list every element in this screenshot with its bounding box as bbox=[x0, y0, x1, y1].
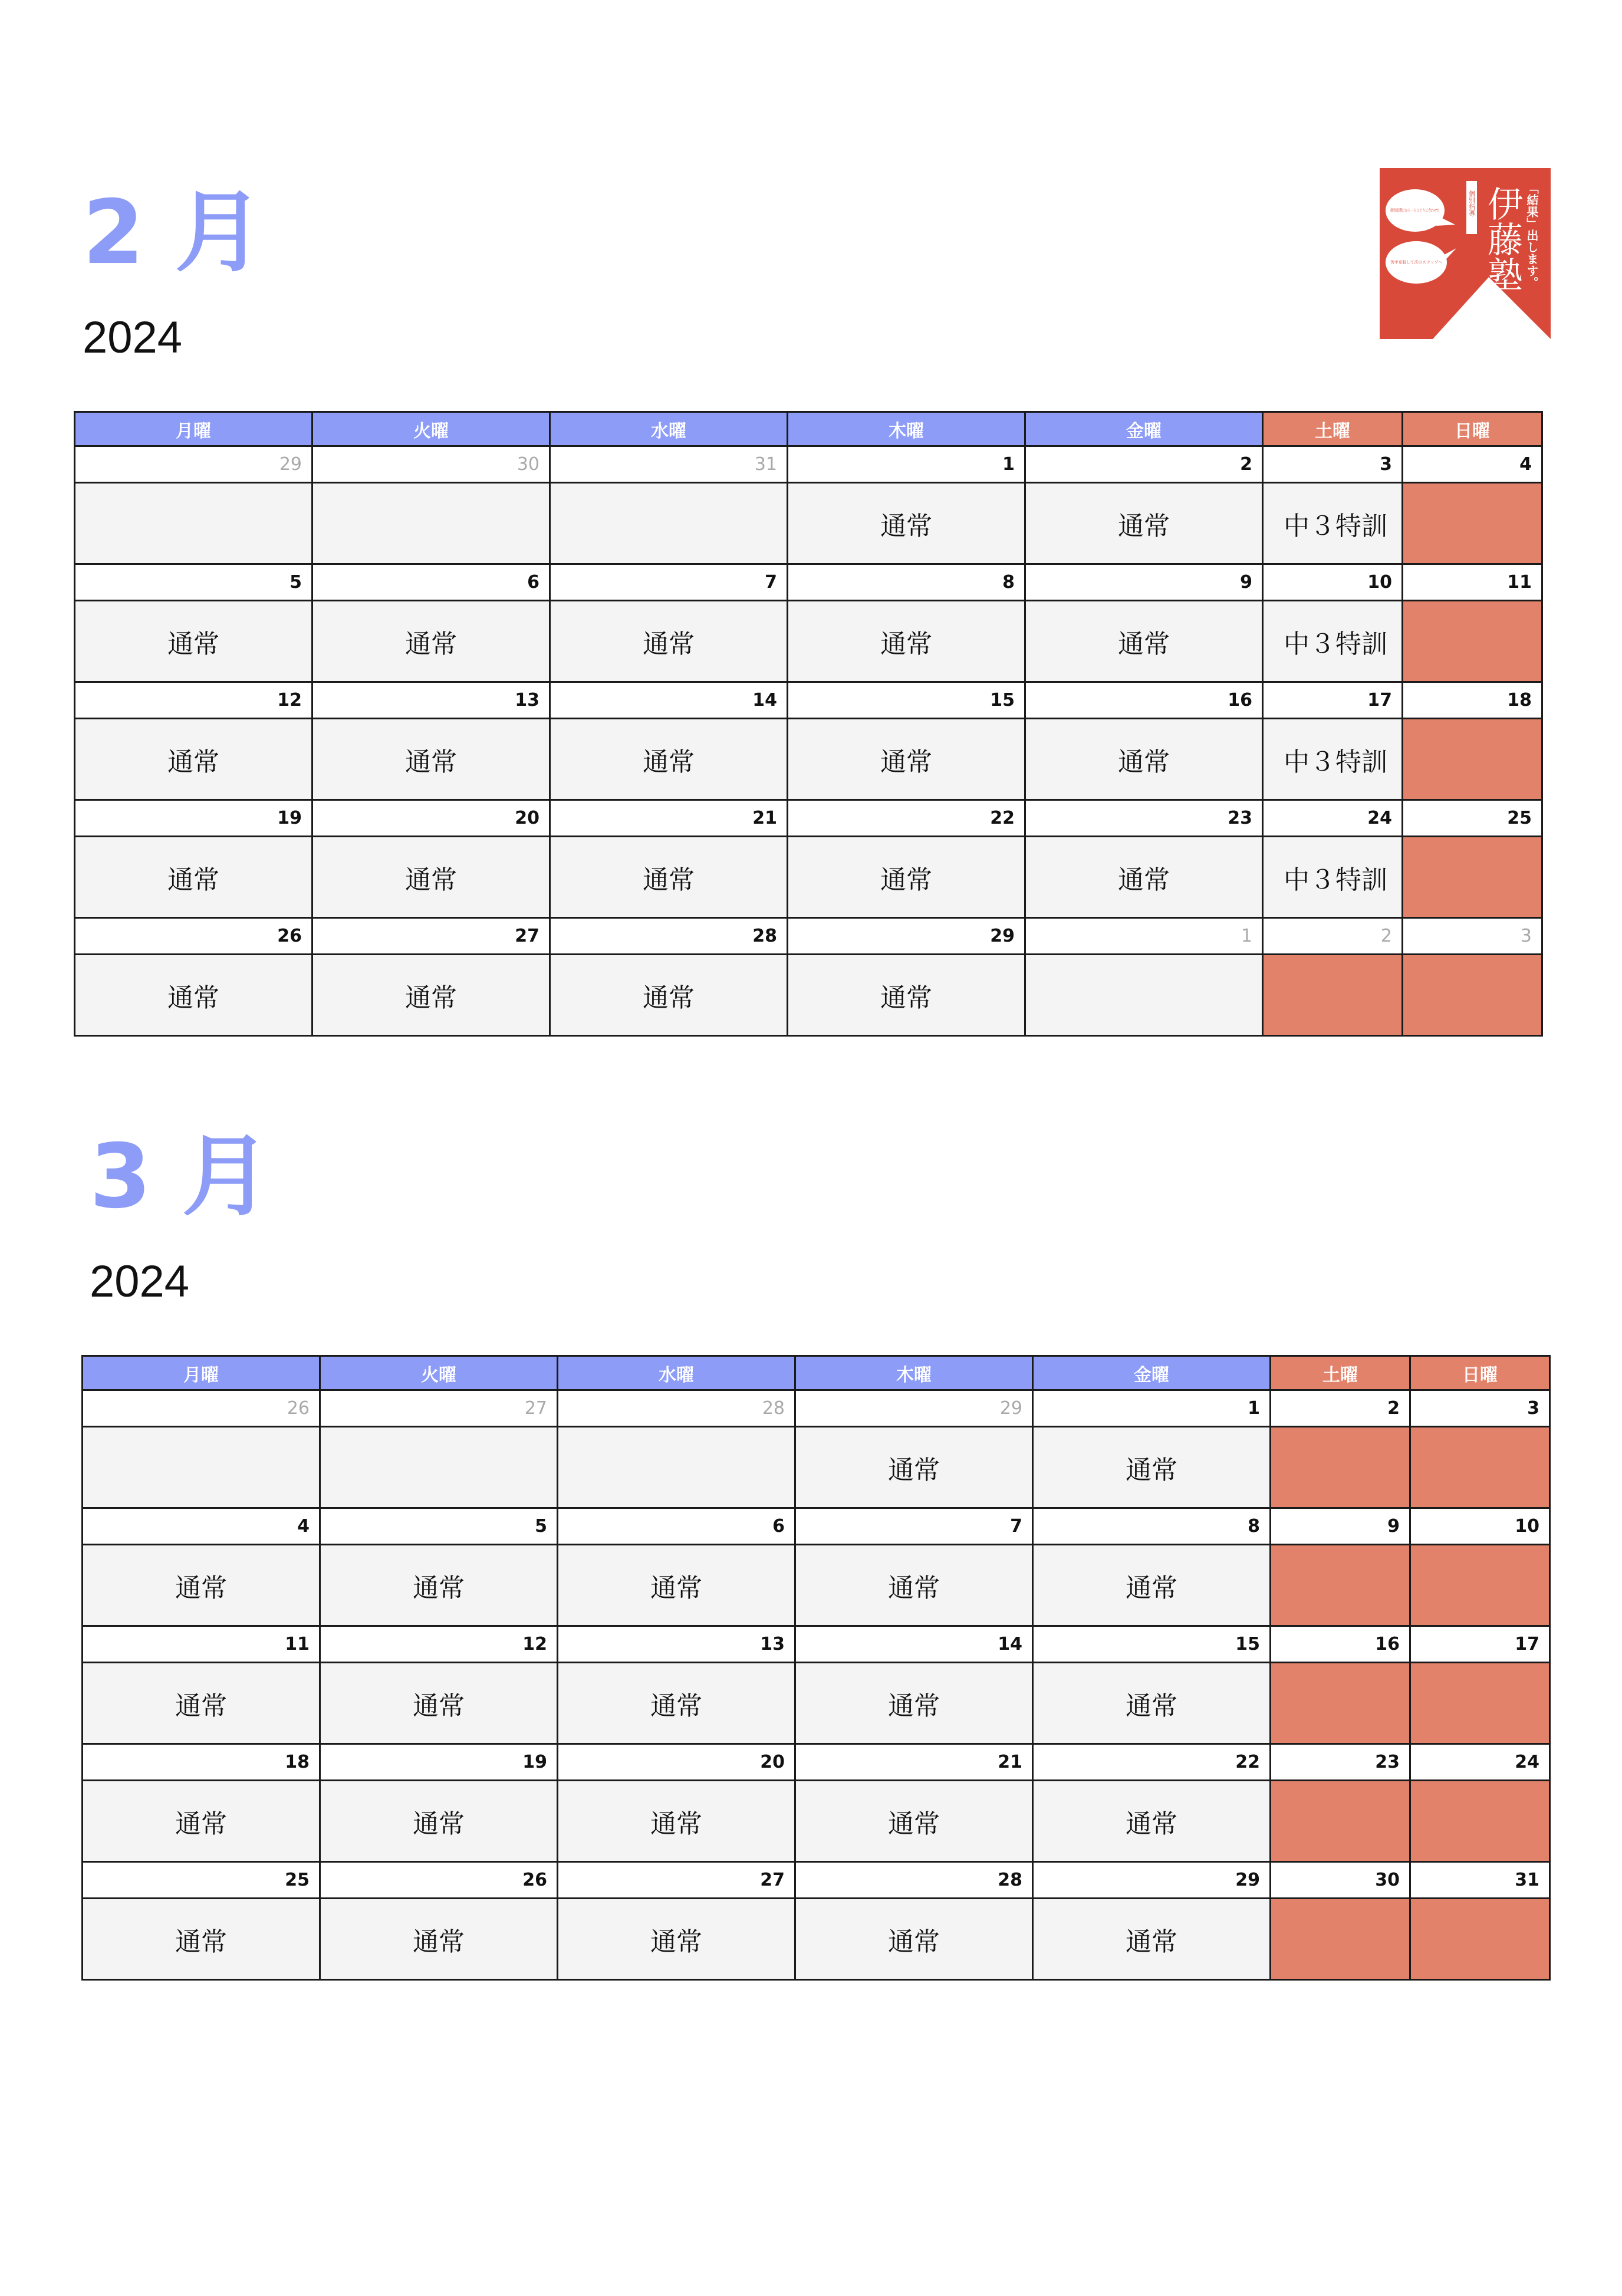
day-event-cell: 通常 bbox=[1033, 1781, 1271, 1862]
adjacent-month-date-number: 29 bbox=[75, 446, 312, 483]
date-number: 9 bbox=[1271, 1508, 1410, 1545]
date-number: 4 bbox=[1403, 446, 1542, 483]
date-number: 23 bbox=[1271, 1744, 1410, 1781]
day-event-cell: 通常 bbox=[1025, 483, 1263, 564]
date-number: 17 bbox=[1410, 1626, 1550, 1663]
day-event-cell: 通常 bbox=[320, 1663, 558, 1744]
day-event-cell: 通常 bbox=[320, 1545, 558, 1626]
date-number: 2 bbox=[1025, 446, 1263, 483]
day-event-cell: 中３特訓 bbox=[1263, 719, 1403, 800]
date-number: 22 bbox=[788, 800, 1025, 837]
day-event-cell: 通常 bbox=[795, 1899, 1033, 1980]
date-number: 11 bbox=[1403, 564, 1542, 601]
date-number: 6 bbox=[558, 1508, 795, 1545]
date-number: 21 bbox=[550, 800, 788, 837]
date-number: 7 bbox=[550, 564, 788, 601]
day-event-cell: 通常 bbox=[550, 601, 788, 682]
weekday-header: 水曜 bbox=[550, 412, 788, 446]
date-number: 25 bbox=[1403, 800, 1542, 837]
day-event-cell: 通常 bbox=[1025, 719, 1263, 800]
day-event-cell: 通常 bbox=[1025, 601, 1263, 682]
date-number: 23 bbox=[1025, 800, 1263, 837]
date-number: 8 bbox=[1033, 1508, 1271, 1545]
day-event-cell: 通常 bbox=[83, 1545, 320, 1626]
date-number: 3 bbox=[1410, 1390, 1550, 1427]
weekday-header: 土曜 bbox=[1271, 1356, 1410, 1390]
closed-day-cell bbox=[1271, 1663, 1410, 1744]
date-number: 29 bbox=[788, 918, 1025, 955]
day-event-cell: 通常 bbox=[312, 955, 550, 1036]
date-number: 2 bbox=[1271, 1390, 1410, 1427]
day-event-cell: 通常 bbox=[1033, 1663, 1271, 1744]
date-number: 9 bbox=[1025, 564, 1263, 601]
closed-day-cell bbox=[1410, 1427, 1550, 1508]
date-number: 14 bbox=[550, 682, 788, 719]
day-event-cell: 通常 bbox=[788, 483, 1025, 564]
weekday-header: 日曜 bbox=[1403, 412, 1542, 446]
date-number: 31 bbox=[1410, 1862, 1550, 1899]
date-number: 20 bbox=[312, 800, 550, 837]
date-number: 25 bbox=[83, 1862, 320, 1899]
date-number-row bbox=[83, 1862, 1550, 1899]
weekday-header: 火曜 bbox=[320, 1356, 558, 1390]
date-number: 8 bbox=[788, 564, 1025, 601]
event-row bbox=[83, 1427, 1550, 1508]
logo-name: 伊藤塾 bbox=[1482, 186, 1523, 292]
date-number: 10 bbox=[1263, 564, 1403, 601]
date-number-row bbox=[83, 1508, 1550, 1545]
date-number-row bbox=[75, 682, 1542, 719]
date-number: 20 bbox=[558, 1744, 795, 1781]
date-number: 13 bbox=[558, 1626, 795, 1663]
day-event-cell: 通常 bbox=[558, 1663, 795, 1744]
day-event-cell bbox=[550, 483, 788, 564]
day-event-cell: 中３特訓 bbox=[1263, 601, 1403, 682]
day-event-cell: 通常 bbox=[312, 719, 550, 800]
weekday-header: 火曜 bbox=[312, 412, 550, 446]
adjacent-month-date-number: 28 bbox=[558, 1390, 795, 1427]
day-event-cell bbox=[1025, 955, 1263, 1036]
day-event-cell: 通常 bbox=[1033, 1899, 1271, 1980]
month-title-february: 2 月 bbox=[83, 182, 264, 284]
event-row bbox=[83, 1663, 1550, 1744]
date-number: 28 bbox=[550, 918, 788, 955]
calendar-march bbox=[81, 1355, 1551, 1981]
adjacent-month-date-number: 1 bbox=[1025, 918, 1263, 955]
date-number: 7 bbox=[795, 1508, 1033, 1545]
date-number: 19 bbox=[320, 1744, 558, 1781]
day-event-cell: 通常 bbox=[83, 1899, 320, 1980]
weekday-header: 金曜 bbox=[1025, 412, 1263, 446]
date-number: 18 bbox=[83, 1744, 320, 1781]
day-event-cell: 通常 bbox=[75, 955, 312, 1036]
day-event-cell bbox=[320, 1427, 558, 1508]
day-event-cell bbox=[83, 1427, 320, 1508]
date-number: 27 bbox=[312, 918, 550, 955]
day-event-cell: 通常 bbox=[75, 837, 312, 918]
date-number: 12 bbox=[320, 1626, 558, 1663]
date-number: 10 bbox=[1410, 1508, 1550, 1545]
event-row bbox=[83, 1781, 1550, 1862]
date-number: 1 bbox=[788, 446, 1025, 483]
adjacent-month-date-number: 27 bbox=[320, 1390, 558, 1427]
weekday-header: 水曜 bbox=[558, 1356, 795, 1390]
date-number: 30 bbox=[1271, 1862, 1410, 1899]
closed-day-cell bbox=[1403, 483, 1542, 564]
event-row bbox=[83, 1899, 1550, 1980]
date-number: 16 bbox=[1271, 1626, 1410, 1663]
day-event-cell: 通常 bbox=[558, 1545, 795, 1626]
month-year-march: 2024 bbox=[90, 1256, 190, 1307]
weekday-header: 月曜 bbox=[83, 1356, 320, 1390]
date-number: 15 bbox=[788, 682, 1025, 719]
closed-day-cell bbox=[1410, 1663, 1550, 1744]
day-event-cell: 通常 bbox=[795, 1545, 1033, 1626]
weekday-header-row bbox=[83, 1356, 1550, 1390]
closed-day-cell bbox=[1410, 1781, 1550, 1862]
closed-day-cell bbox=[1403, 955, 1542, 1036]
adjacent-month-date-number: 30 bbox=[312, 446, 550, 483]
weekday-header: 土曜 bbox=[1263, 412, 1403, 446]
event-row bbox=[75, 483, 1542, 564]
date-number-row bbox=[83, 1390, 1550, 1427]
closed-day-cell bbox=[1263, 955, 1403, 1036]
day-event-cell: 通常 bbox=[788, 837, 1025, 918]
date-number-row bbox=[83, 1744, 1550, 1781]
date-number-row bbox=[83, 1626, 1550, 1663]
month-year-february: 2024 bbox=[83, 313, 183, 363]
closed-day-cell bbox=[1410, 1899, 1550, 1980]
event-row bbox=[75, 955, 1542, 1036]
closed-day-cell bbox=[1403, 719, 1542, 800]
date-number-row bbox=[75, 564, 1542, 601]
closed-day-cell bbox=[1403, 601, 1542, 682]
day-event-cell: 通常 bbox=[788, 719, 1025, 800]
day-event-cell: 通常 bbox=[320, 1781, 558, 1862]
date-number: 24 bbox=[1263, 800, 1403, 837]
date-number: 26 bbox=[75, 918, 312, 955]
day-event-cell: 通常 bbox=[75, 719, 312, 800]
day-event-cell: 通常 bbox=[83, 1663, 320, 1744]
closed-day-cell bbox=[1271, 1781, 1410, 1862]
closed-day-cell bbox=[1410, 1545, 1550, 1626]
day-event-cell bbox=[75, 483, 312, 564]
day-event-cell: 通常 bbox=[795, 1781, 1033, 1862]
closed-day-cell bbox=[1271, 1899, 1410, 1980]
date-number: 4 bbox=[83, 1508, 320, 1545]
day-event-cell bbox=[558, 1427, 795, 1508]
date-number: 29 bbox=[1033, 1862, 1271, 1899]
adjacent-month-date-number: 29 bbox=[795, 1390, 1033, 1427]
date-number: 13 bbox=[312, 682, 550, 719]
date-number-row bbox=[75, 800, 1542, 837]
date-number: 12 bbox=[75, 682, 312, 719]
logo-speech-bubble-bottom-text: 苦手克服して次のステップへ bbox=[1390, 260, 1444, 265]
day-event-cell: 通常 bbox=[795, 1427, 1033, 1508]
day-event-cell: 通常 bbox=[83, 1781, 320, 1862]
date-number: 15 bbox=[1033, 1626, 1271, 1663]
day-event-cell: 通常 bbox=[550, 837, 788, 918]
adjacent-month-date-number: 2 bbox=[1263, 918, 1403, 955]
date-number: 5 bbox=[75, 564, 312, 601]
date-number: 21 bbox=[795, 1744, 1033, 1781]
event-row bbox=[75, 719, 1542, 800]
event-row bbox=[75, 837, 1542, 918]
day-event-cell: 通常 bbox=[550, 955, 788, 1036]
weekday-header: 金曜 bbox=[1033, 1356, 1271, 1390]
date-number: 1 bbox=[1033, 1390, 1271, 1427]
adjacent-month-date-number: 3 bbox=[1403, 918, 1542, 955]
day-event-cell: 通常 bbox=[75, 601, 312, 682]
calendar-february bbox=[74, 411, 1543, 1037]
day-event-cell: 通常 bbox=[1033, 1545, 1271, 1626]
closed-day-cell bbox=[1271, 1427, 1410, 1508]
date-number: 11 bbox=[83, 1626, 320, 1663]
date-number: 18 bbox=[1403, 682, 1542, 719]
weekday-header: 木曜 bbox=[788, 412, 1025, 446]
date-number: 5 bbox=[320, 1508, 558, 1545]
day-event-cell bbox=[312, 483, 550, 564]
day-event-cell: 中３特訓 bbox=[1263, 483, 1403, 564]
day-event-cell: 中３特訓 bbox=[1263, 837, 1403, 918]
day-event-cell: 通常 bbox=[320, 1899, 558, 1980]
date-number: 26 bbox=[320, 1862, 558, 1899]
weekday-header: 木曜 bbox=[795, 1356, 1033, 1390]
ito-juku-logo bbox=[1380, 168, 1551, 339]
day-event-cell: 通常 bbox=[788, 955, 1025, 1036]
date-number: 19 bbox=[75, 800, 312, 837]
day-event-cell: 通常 bbox=[1025, 837, 1263, 918]
weekday-header-row bbox=[75, 412, 1542, 446]
date-number: 6 bbox=[312, 564, 550, 601]
date-number: 14 bbox=[795, 1626, 1033, 1663]
closed-day-cell bbox=[1403, 837, 1542, 918]
logo-tagline: 「結果」出します。 bbox=[1525, 182, 1539, 288]
month-title-march: 3 月 bbox=[90, 1126, 271, 1228]
day-event-cell: 通常 bbox=[312, 837, 550, 918]
event-row bbox=[75, 601, 1542, 682]
adjacent-month-date-number: 31 bbox=[550, 446, 788, 483]
weekday-header: 日曜 bbox=[1410, 1356, 1550, 1390]
logo-badge-text: 個別指導 bbox=[1468, 190, 1476, 216]
closed-day-cell bbox=[1271, 1545, 1410, 1626]
date-number-row bbox=[75, 446, 1542, 483]
day-event-cell: 通常 bbox=[795, 1663, 1033, 1744]
day-event-cell: 通常 bbox=[558, 1781, 795, 1862]
day-event-cell: 通常 bbox=[550, 719, 788, 800]
adjacent-month-date-number: 26 bbox=[83, 1390, 320, 1427]
date-number: 16 bbox=[1025, 682, 1263, 719]
day-event-cell: 通常 bbox=[1033, 1427, 1271, 1508]
date-number: 28 bbox=[795, 1862, 1033, 1899]
date-number: 27 bbox=[558, 1862, 795, 1899]
event-row bbox=[83, 1545, 1550, 1626]
date-number-row bbox=[75, 918, 1542, 955]
date-number: 24 bbox=[1410, 1744, 1550, 1781]
day-event-cell: 通常 bbox=[312, 601, 550, 682]
logo-speech-bubble-top-text: 個別指導だから一人ひとりに合わせた bbox=[1390, 208, 1460, 213]
date-number: 3 bbox=[1263, 446, 1403, 483]
date-number: 22 bbox=[1033, 1744, 1271, 1781]
day-event-cell: 通常 bbox=[558, 1899, 795, 1980]
day-event-cell: 通常 bbox=[788, 601, 1025, 682]
date-number: 17 bbox=[1263, 682, 1403, 719]
weekday-header: 月曜 bbox=[75, 412, 312, 446]
